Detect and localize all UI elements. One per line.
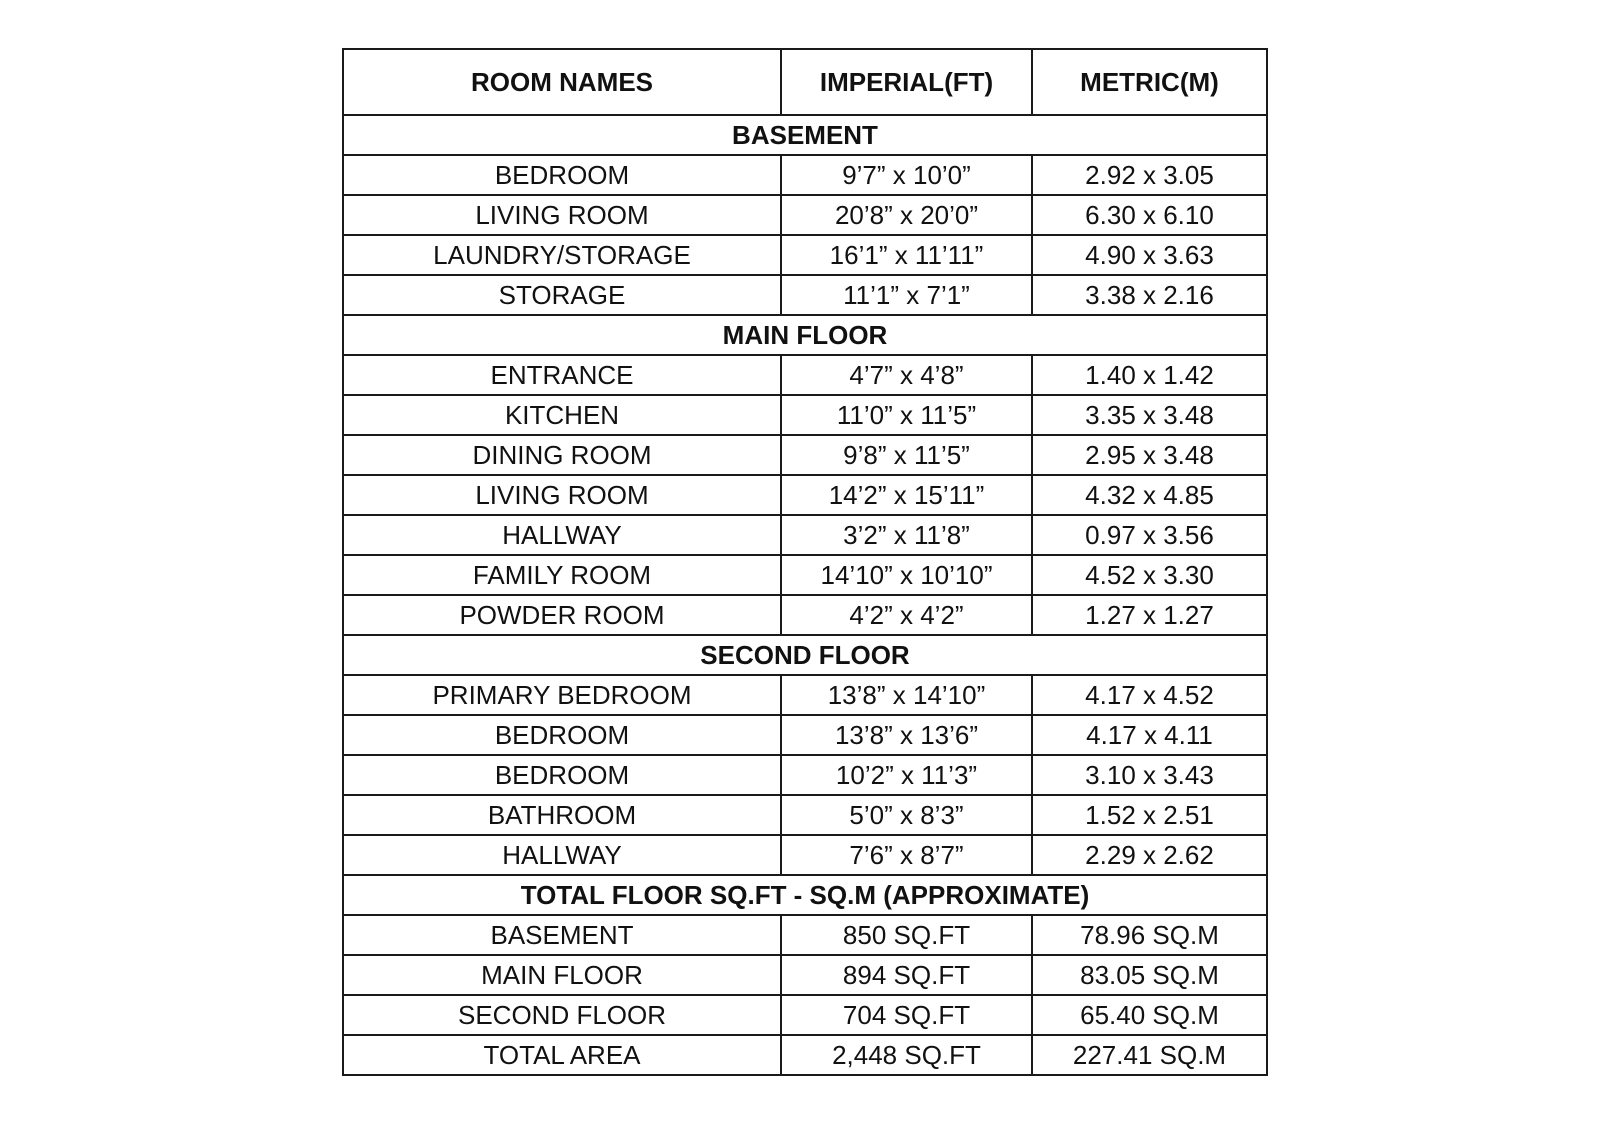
table-row — [343, 555, 1267, 595]
metric-cell: 0.97 x 3.56 — [1032, 515, 1267, 555]
table-row — [343, 835, 1267, 875]
imperial-cell: 13’8” x 13’6” — [781, 715, 1032, 755]
header-metric: METRIC(M) — [1032, 49, 1267, 115]
imperial-cell: 2,448 SQ.FT — [781, 1035, 1032, 1075]
metric-cell: 1.27 x 1.27 — [1032, 595, 1267, 635]
table-row — [343, 995, 1267, 1035]
imperial-cell: 3’2” x 11’8” — [781, 515, 1032, 555]
room-name-cell: HALLWAY — [343, 835, 781, 875]
imperial-cell: 7’6” x 8’7” — [781, 835, 1032, 875]
room-name-cell: STORAGE — [343, 275, 781, 315]
table-header-row — [343, 49, 1267, 115]
metric-cell: 3.10 x 3.43 — [1032, 755, 1267, 795]
room-name-cell: DINING ROOM — [343, 435, 781, 475]
metric-cell: 78.96 SQ.M — [1032, 915, 1267, 955]
imperial-cell: 11’1” x 7’1” — [781, 275, 1032, 315]
imperial-cell: 5’0” x 8’3” — [781, 795, 1032, 835]
section-header-row — [343, 635, 1267, 675]
room-dimensions-table — [342, 48, 1268, 1076]
imperial-cell: 9’7” x 10’0” — [781, 155, 1032, 195]
imperial-cell: 20’8” x 20’0” — [781, 195, 1032, 235]
room-name-cell: FAMILY ROOM — [343, 555, 781, 595]
metric-cell: 4.17 x 4.52 — [1032, 675, 1267, 715]
metric-cell: 1.52 x 2.51 — [1032, 795, 1267, 835]
metric-cell: 4.17 x 4.11 — [1032, 715, 1267, 755]
imperial-cell: 14’10” x 10’10” — [781, 555, 1032, 595]
room-name-cell: LAUNDRY/STORAGE — [343, 235, 781, 275]
table-row — [343, 235, 1267, 275]
table-row — [343, 515, 1267, 555]
metric-cell: 2.95 x 3.48 — [1032, 435, 1267, 475]
imperial-cell: 9’8” x 11’5” — [781, 435, 1032, 475]
section-title: BASEMENT — [343, 115, 1267, 155]
metric-cell: 83.05 SQ.M — [1032, 955, 1267, 995]
table-row — [343, 275, 1267, 315]
section-header-row — [343, 315, 1267, 355]
room-name-cell: MAIN FLOOR — [343, 955, 781, 995]
section-title: SECOND FLOOR — [343, 635, 1267, 675]
table-row — [343, 435, 1267, 475]
imperial-cell: 4’7” x 4’8” — [781, 355, 1032, 395]
room-name-cell: POWDER ROOM — [343, 595, 781, 635]
imperial-cell: 4’2” x 4’2” — [781, 595, 1032, 635]
imperial-cell: 13’8” x 14’10” — [781, 675, 1032, 715]
room-name-cell: BASEMENT — [343, 915, 781, 955]
table-row — [343, 675, 1267, 715]
metric-cell: 3.35 x 3.48 — [1032, 395, 1267, 435]
table-row — [343, 715, 1267, 755]
table-row — [343, 355, 1267, 395]
metric-cell: 227.41 SQ.M — [1032, 1035, 1267, 1075]
table-row — [343, 955, 1267, 995]
metric-cell: 6.30 x 6.10 — [1032, 195, 1267, 235]
room-name-cell: ENTRANCE — [343, 355, 781, 395]
imperial-cell: 14’2” x 15’11” — [781, 475, 1032, 515]
section-header-row — [343, 875, 1267, 915]
imperial-cell: 10’2” x 11’3” — [781, 755, 1032, 795]
imperial-cell: 11’0” x 11’5” — [781, 395, 1032, 435]
room-name-cell: BATHROOM — [343, 795, 781, 835]
table-row — [343, 915, 1267, 955]
room-name-cell: BEDROOM — [343, 155, 781, 195]
imperial-cell: 894 SQ.FT — [781, 955, 1032, 995]
section-title: MAIN FLOOR — [343, 315, 1267, 355]
table-body — [343, 115, 1267, 1075]
metric-cell: 4.32 x 4.85 — [1032, 475, 1267, 515]
metric-cell: 4.90 x 3.63 — [1032, 235, 1267, 275]
metric-cell: 65.40 SQ.M — [1032, 995, 1267, 1035]
section-title: TOTAL FLOOR SQ.FT - SQ.M (APPROXIMATE) — [343, 875, 1267, 915]
table-row — [343, 395, 1267, 435]
imperial-cell: 704 SQ.FT — [781, 995, 1032, 1035]
metric-cell: 3.38 x 2.16 — [1032, 275, 1267, 315]
table-row — [343, 1035, 1267, 1075]
metric-cell: 2.29 x 2.62 — [1032, 835, 1267, 875]
table-row — [343, 195, 1267, 235]
table-row — [343, 475, 1267, 515]
room-name-cell: PRIMARY BEDROOM — [343, 675, 781, 715]
section-header-row — [343, 115, 1267, 155]
room-name-cell: BEDROOM — [343, 715, 781, 755]
header-room-names: ROOM NAMES — [343, 49, 781, 115]
imperial-cell: 850 SQ.FT — [781, 915, 1032, 955]
metric-cell: 2.92 x 3.05 — [1032, 155, 1267, 195]
imperial-cell: 16’1” x 11’11” — [781, 235, 1032, 275]
table-row — [343, 155, 1267, 195]
room-name-cell: SECOND FLOOR — [343, 995, 781, 1035]
room-name-cell: KITCHEN — [343, 395, 781, 435]
table-row — [343, 755, 1267, 795]
table-row — [343, 595, 1267, 635]
room-name-cell: HALLWAY — [343, 515, 781, 555]
metric-cell: 1.40 x 1.42 — [1032, 355, 1267, 395]
room-name-cell: BEDROOM — [343, 755, 781, 795]
room-name-cell: LIVING ROOM — [343, 475, 781, 515]
metric-cell: 4.52 x 3.30 — [1032, 555, 1267, 595]
table-row — [343, 795, 1267, 835]
room-name-cell: LIVING ROOM — [343, 195, 781, 235]
room-name-cell: TOTAL AREA — [343, 1035, 781, 1075]
header-imperial: IMPERIAL(FT) — [781, 49, 1032, 115]
